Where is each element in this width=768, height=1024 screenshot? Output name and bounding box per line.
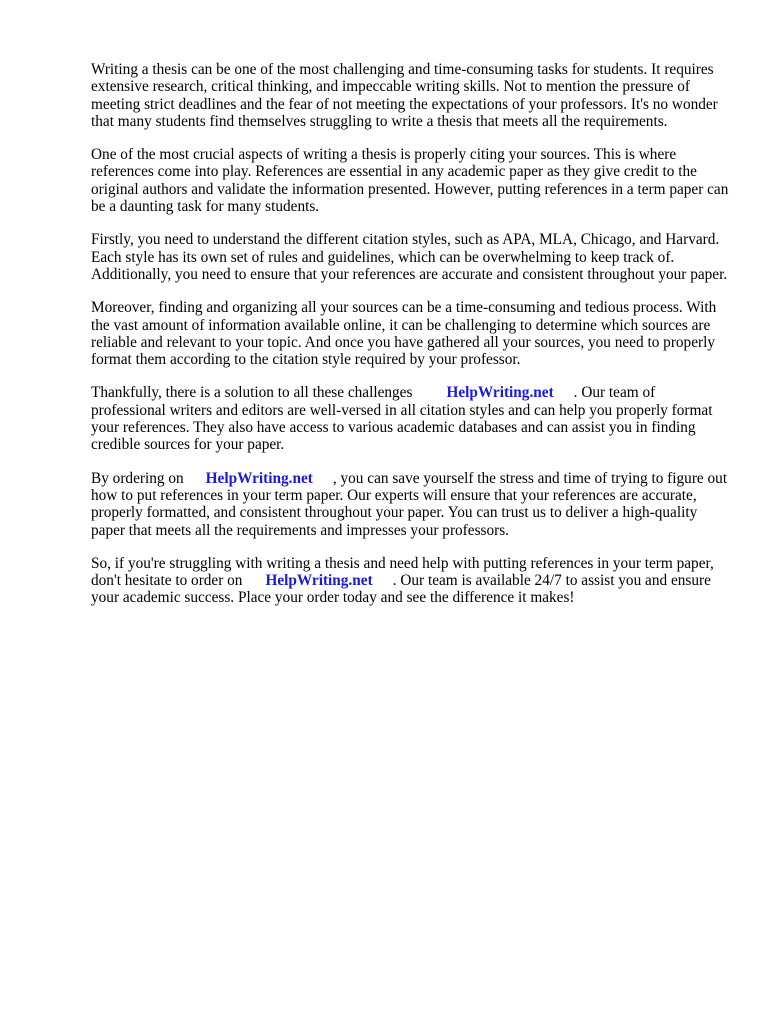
paragraph-closing: [91, 555, 731, 607]
paragraph-citation-styles: Firstly, you need to understand the different citation styles, such as APA, MLA, Chicago, and Harvard. Each style has its own set of rules and guidelines, which can be overwhelming to keep track of. Additionally, you need to ensure that your references are accurate and consistent throughout your paper.: [91, 231, 728, 283]
paragraph-intro: Writing a thesis can be one of the most challenging and time-consuming tasks for students. It requires extensive research, critical thinking, and impeccable writing skills. Not to mention the pressure of meeting strict deadlines and the fear of not meeting the expectations of your professors. It's no wonder that many students find themselves struggling to write a thesis that meets all the requirements.: [91, 61, 718, 130]
helpwriting-link-2[interactable]: HelpWriting.net: [205, 469, 313, 487]
paragraph-ordering: [91, 470, 731, 539]
paragraph-ordering-text-end: , you can save yourself the stress and time of trying to figure out how to put references in your term paper. Our experts will ensure that your references are accurate, properly formatted, and consistent throughout your paper. You can trust us to deliver a high-quality paper that meets all the requirements and impresses your professors.: [91, 469, 728, 539]
paragraph-ordering-text-start: By ordering on: [91, 469, 184, 487]
helpwriting-link-1[interactable]: HelpWriting.net: [446, 384, 554, 402]
helpwriting-link-3[interactable]: HelpWriting.net: [265, 572, 373, 590]
paragraph-solution: [91, 384, 731, 453]
paragraph-solution-text-start: Thankfully, there is a solution to all these challenges: [91, 384, 413, 402]
paragraph-closing-text-end: . Our team is available 24/7 to assist you and ensure your academic success. Place your order today and see the difference it makes!: [91, 572, 711, 607]
paragraph-solution-text-end: . Our team of professional writers and editors are well-versed in all citation styles and can help you properly format your references. They also have access to various academic databases and can assist you in finding credible sources for your paper.: [91, 384, 713, 454]
paragraph-citing-sources: One of the most crucial aspects of writing a thesis is properly citing your sources. This is where references come into play. References are essential in any academic paper as they give credit to the original authors and validate the information presented. However, putting references in a term paper can be a daunting task for many students.: [91, 146, 729, 216]
paragraph-organizing-sources: Moreover, finding and organizing all your sources can be a time-consuming and tedious process. With the vast amount of information available online, it can be challenging to determine which sources are reliable and relevant to your topic. And once you have gathered all your sources, you need to properly format them according to the citation style required by your professor.: [91, 299, 717, 369]
paragraph-closing-text-start: So, if you're struggling with writing a thesis and need help with putting references in your term paper, don't hesitate to order on: [91, 554, 714, 590]
document-body: [91, 61, 731, 623]
